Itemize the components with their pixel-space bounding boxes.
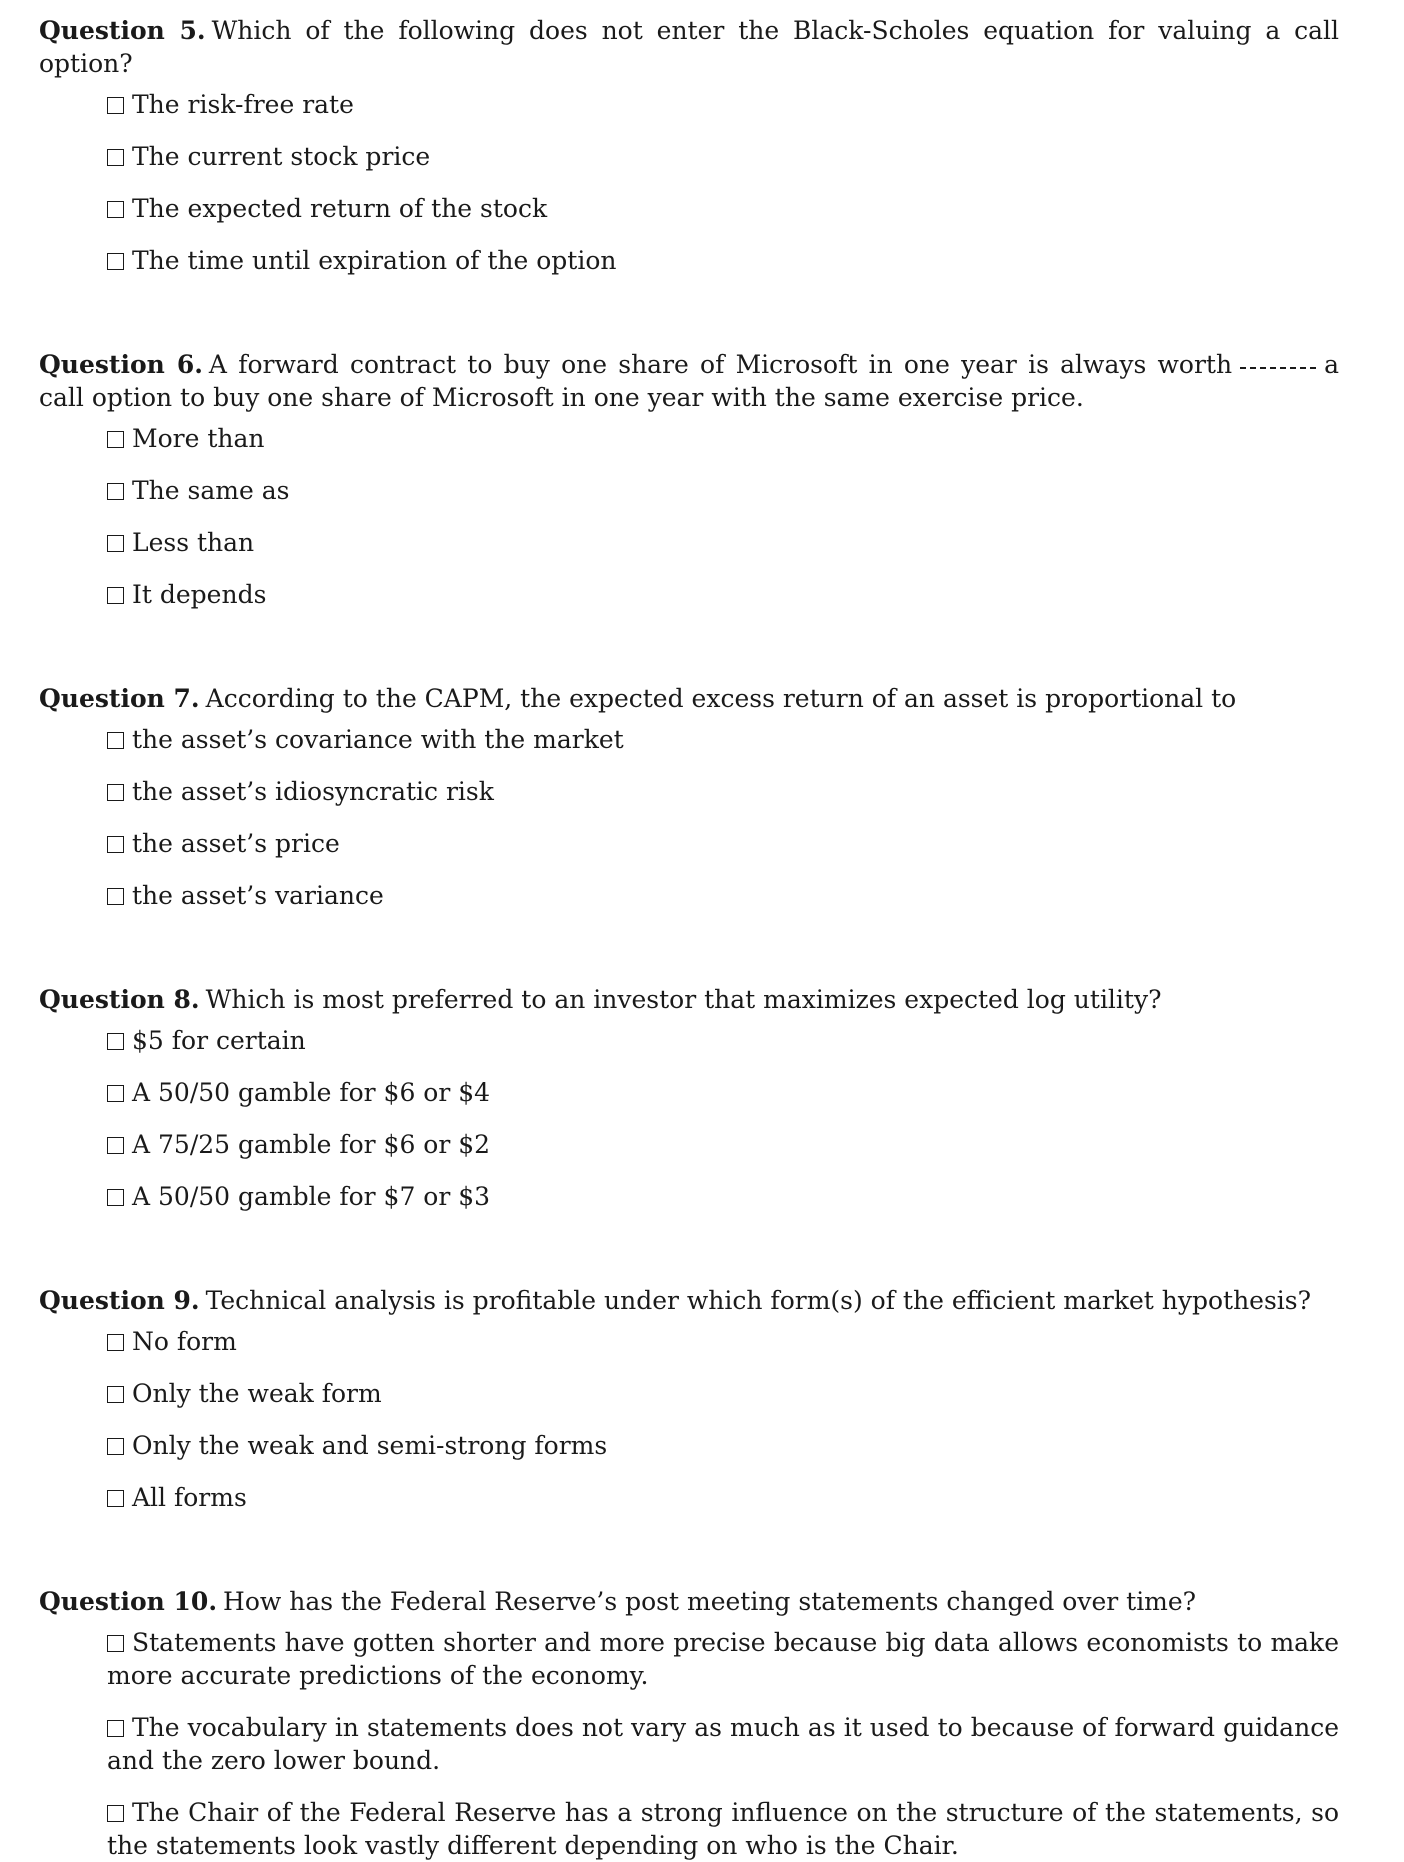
choice-label: A 75/25 gamble for $6 or $2 — [132, 1130, 491, 1159]
choice-label: No form — [132, 1327, 237, 1356]
question-8-text: Which is most preferred to an investor that maximizes expected log utility? — [205, 985, 1162, 1014]
choice[interactable] — [107, 422, 1339, 455]
question-7-text: According to the CAPM, the expected excess return of an asset is proportional to — [205, 684, 1237, 713]
checkbox[interactable] — [107, 1033, 124, 1050]
question-7-prompt — [39, 682, 1339, 715]
checkbox[interactable] — [107, 1386, 124, 1403]
question-6-text-after: a call option to buy one share of Microsoft in one year with the same exercise price. — [39, 350, 1339, 412]
question-6 — [39, 348, 1339, 611]
choice[interactable] — [107, 723, 1339, 756]
choice[interactable] — [107, 192, 1339, 225]
question-8-choices — [39, 1024, 1339, 1213]
choice[interactable] — [107, 1325, 1339, 1358]
choice-label: $5 for certain — [132, 1026, 306, 1055]
choice-label: All forms — [132, 1483, 247, 1512]
checkbox[interactable] — [107, 1334, 124, 1351]
choice-label: The vocabulary in statements does not vary as much as it used to because of forward guidance and the zero lower bound. — [107, 1713, 1339, 1775]
choice-label: The risk-free rate — [132, 90, 354, 119]
choice[interactable] — [107, 1481, 1339, 1514]
choice[interactable] — [107, 879, 1339, 912]
choice[interactable] — [107, 827, 1339, 860]
question-10-text: How has the Federal Reserve’s post meeting statements changed over time? — [223, 1587, 1197, 1616]
choice[interactable] — [107, 88, 1339, 121]
checkbox[interactable] — [107, 535, 124, 552]
question-6-choices — [39, 422, 1339, 611]
question-9-choices — [39, 1325, 1339, 1514]
choice[interactable] — [107, 1024, 1339, 1057]
question-9-text: Technical analysis is profitable under which form(s) of the efficient market hypothesis? — [205, 1286, 1312, 1315]
choice[interactable] — [107, 1128, 1339, 1161]
question-9-prompt — [39, 1284, 1339, 1317]
checkbox[interactable] — [107, 483, 124, 500]
checkbox[interactable] — [107, 1085, 124, 1102]
checkbox[interactable] — [107, 1490, 124, 1507]
question-10-label: Question 10. — [39, 1587, 218, 1616]
fill-in-blank — [1240, 367, 1316, 369]
question-5-label: Question 5. — [39, 16, 206, 45]
question-8 — [39, 983, 1339, 1213]
question-5-choices — [39, 88, 1339, 277]
choice[interactable] — [107, 1796, 1339, 1862]
question-10-prompt — [39, 1585, 1339, 1618]
checkbox[interactable] — [107, 587, 124, 604]
question-5-text: Which of the following does not enter the Black-Scholes equation for valuing a call option? — [39, 16, 1339, 78]
checkbox[interactable] — [107, 431, 124, 448]
choice[interactable] — [107, 1076, 1339, 1109]
choice[interactable] — [107, 1377, 1339, 1410]
choice-label: A 50/50 gamble for $6 or $4 — [132, 1078, 491, 1107]
choice[interactable] — [107, 1429, 1339, 1462]
question-5-prompt — [39, 14, 1339, 80]
choice-label: The time until expiration of the option — [132, 246, 617, 275]
choice-label: the asset’s covariance with the market — [132, 725, 624, 754]
question-7-label: Question 7. — [39, 684, 200, 713]
checkbox[interactable] — [107, 1805, 124, 1822]
question-6-text-before: A forward contract to buy one share of Microsoft in one year is always worth — [208, 350, 1233, 379]
choice[interactable] — [107, 578, 1339, 611]
checkbox[interactable] — [107, 97, 124, 114]
choice-label: The Chair of the Federal Reserve has a strong influence on the structure of the statements, so the statements look vastly different depending on who is the Chair. — [107, 1798, 1339, 1860]
checkbox[interactable] — [107, 1635, 124, 1652]
choice-label: the asset’s variance — [132, 881, 384, 910]
choice[interactable] — [107, 775, 1339, 808]
checkbox[interactable] — [107, 253, 124, 270]
choice-label: Only the weak form — [132, 1379, 382, 1408]
choice-label: Less than — [132, 528, 255, 557]
checkbox[interactable] — [107, 1438, 124, 1455]
choice-label: the asset’s idiosyncratic risk — [132, 777, 494, 806]
checkbox[interactable] — [107, 1189, 124, 1206]
checkbox[interactable] — [107, 1720, 124, 1737]
question-7-choices — [39, 723, 1339, 912]
choice[interactable] — [107, 1626, 1339, 1692]
question-8-prompt — [39, 983, 1339, 1016]
exam-page — [39, 14, 1339, 1862]
choice[interactable] — [107, 140, 1339, 173]
choice-label: The current stock price — [132, 142, 431, 171]
choice[interactable] — [107, 474, 1339, 507]
question-9 — [39, 1284, 1339, 1514]
choice[interactable] — [107, 244, 1339, 277]
choice[interactable] — [107, 526, 1339, 559]
checkbox[interactable] — [107, 201, 124, 218]
choice-label: The same as — [132, 476, 290, 505]
checkbox[interactable] — [107, 888, 124, 905]
question-5 — [39, 14, 1339, 277]
choice[interactable] — [107, 1711, 1339, 1777]
choice-label: A 50/50 gamble for $7 or $3 — [132, 1182, 491, 1211]
checkbox[interactable] — [107, 1137, 124, 1154]
choice[interactable] — [107, 1180, 1339, 1213]
question-10-choices — [39, 1626, 1339, 1862]
question-8-label: Question 8. — [39, 985, 200, 1014]
checkbox[interactable] — [107, 149, 124, 166]
choice-label: the asset’s price — [132, 829, 340, 858]
choice-label: It depends — [132, 580, 267, 609]
choice-label: Statements have gotten shorter and more precise because big data allows economists to make more accurate predictions of the economy. — [107, 1628, 1339, 1690]
question-10 — [39, 1585, 1339, 1862]
question-7 — [39, 682, 1339, 912]
choice-label: The expected return of the stock — [132, 194, 548, 223]
checkbox[interactable] — [107, 836, 124, 853]
checkbox[interactable] — [107, 732, 124, 749]
question-6-prompt — [39, 348, 1339, 414]
question-6-label: Question 6. — [39, 350, 203, 379]
choice-label: Only the weak and semi-strong forms — [132, 1431, 608, 1460]
checkbox[interactable] — [107, 784, 124, 801]
question-9-label: Question 9. — [39, 1286, 200, 1315]
choice-label: More than — [132, 424, 265, 453]
